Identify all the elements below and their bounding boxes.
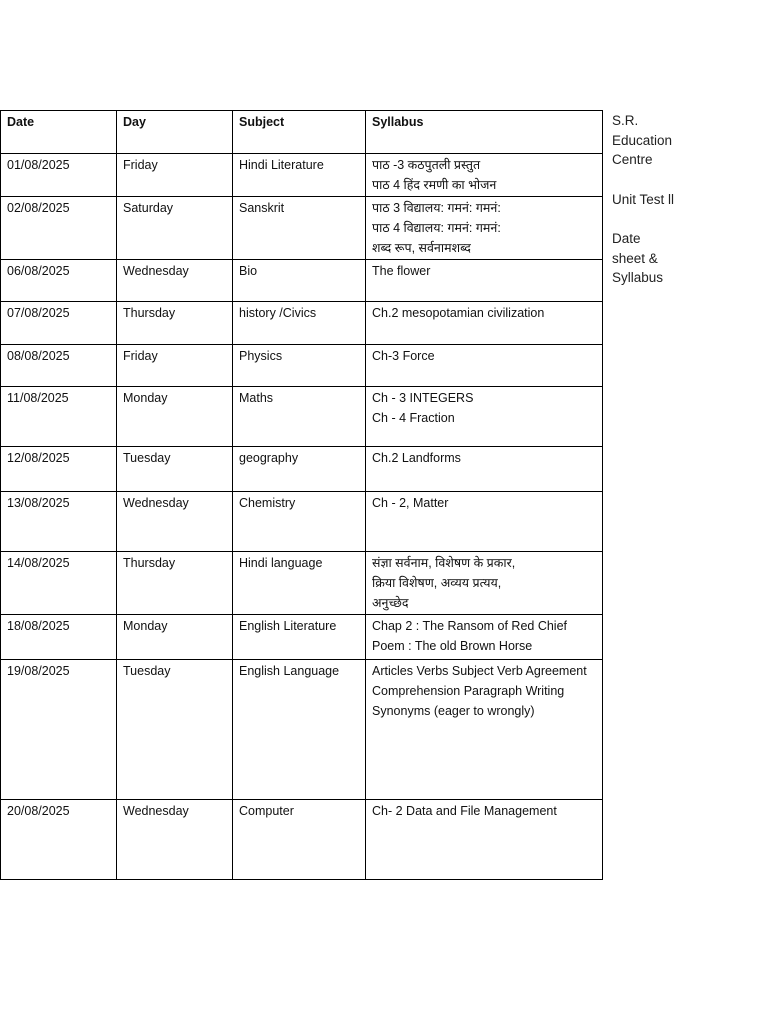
school-name-line: Education [612,132,673,148]
header-day: Day [117,111,233,154]
syllabus-cell [366,615,603,660]
syllabus-line: Synonyms (eager to wrongly) [372,704,535,718]
syllabus-cell [366,387,603,447]
side-note [612,111,712,288]
day-cell: Wednesday [117,492,233,552]
subject-cell: history /Civics [233,302,366,345]
day-cell: Thursday [117,302,233,345]
header-subject: Subject [233,111,366,154]
syllabus-line: संज्ञा सर्वनाम, विशेषण के प्रकार, [372,556,516,570]
subject-cell: Hindi Literature [233,154,366,197]
syllabus-cell [366,800,603,880]
date-cell: 11/08/2025 [1,387,117,447]
table-row [1,492,603,552]
day-cell: Tuesday [117,447,233,492]
subject-cell: Chemistry [233,492,366,552]
day-cell: Wednesday [117,800,233,880]
date-cell: 18/08/2025 [1,615,117,660]
subject-cell: English Literature [233,615,366,660]
table-row [1,154,603,197]
syllabus-line: Ch- 2 Data and File Management [372,804,557,818]
subject-cell: geography [233,447,366,492]
day-cell: Thursday [117,552,233,615]
syllabus-line: पाठ 4 हिंद रमणी का भोजन [372,178,497,192]
table-row [1,615,603,660]
day-cell: Saturday [117,197,233,260]
document-title [612,229,712,288]
syllabus-cell [366,260,603,302]
test-name: Unit Test ll [612,191,675,207]
spacer [612,209,712,229]
syllabus-line: पाठ 4 विद्यालय: गमनं: गमनं: [372,221,501,235]
syllabus-cell [366,302,603,345]
syllabus-cell [366,154,603,197]
subject-cell: English Language [233,660,366,800]
subject-cell: Hindi language [233,552,366,615]
date-cell: 06/08/2025 [1,260,117,302]
date-cell: 14/08/2025 [1,552,117,615]
date-cell: 08/08/2025 [1,345,117,387]
school-name-line: S.R. [612,113,639,128]
syllabus-line: Ch - 4 Fraction [372,411,455,425]
table-header-row [1,111,603,154]
date-cell: 07/08/2025 [1,302,117,345]
table-row [1,387,603,447]
syllabus-line: Ch.2 mesopotamian civilization [372,306,545,320]
day-cell: Monday [117,387,233,447]
syllabus-line: Articles Verbs Subject Verb Agreement [372,664,587,678]
syllabus-line: The flower [372,264,431,278]
school-name-line: Centre [612,152,653,167]
spacer [612,170,712,190]
syllabus-cell [366,492,603,552]
syllabus-cell [366,345,603,387]
table-row [1,800,603,880]
table-row [1,302,603,345]
subject-cell: Sanskrit [233,197,366,260]
syllabus-cell [366,197,603,260]
syllabus-line: क्रिया विशेषण, अव्यय प्रत्यय, [372,576,502,590]
syllabus-line: अनुच्छेद [372,596,409,610]
syllabus-cell [366,552,603,615]
date-cell: 20/08/2025 [1,800,117,880]
day-cell: Wednesday [117,260,233,302]
syllabus-line: Ch - 3 INTEGERS [372,391,474,405]
header-date: Date [1,111,117,154]
table-row [1,552,603,615]
date-cell: 19/08/2025 [1,660,117,800]
syllabus-line: Ch-3 Force [372,349,435,363]
document-title-line: Date [612,231,641,246]
header-syllabus: Syllabus [366,111,603,154]
syllabus-cell [366,447,603,492]
table-body [1,154,603,880]
document-title-line: Syllabus [612,270,664,285]
day-cell: Monday [117,615,233,660]
date-cell: 01/08/2025 [1,154,117,197]
subject-cell: Computer [233,800,366,880]
syllabus-line: Comprehension Paragraph Writing [372,684,565,698]
syllabus-line: Poem : The old Brown Horse [372,639,533,653]
date-sheet-table [0,110,603,880]
subject-cell: Physics [233,345,366,387]
subject-cell: Maths [233,387,366,447]
table-row [1,197,603,260]
table-row [1,660,603,800]
day-cell: Friday [117,345,233,387]
day-cell: Tuesday [117,660,233,800]
table-row [1,447,603,492]
document-title-line: sheet & [612,250,658,266]
syllabus-line: पाठ 3 विद्यालय: गमनं: गमनं: [372,201,501,215]
table-row [1,345,603,387]
date-cell: 12/08/2025 [1,447,117,492]
school-name [612,111,712,170]
syllabus-line: Chap 2 : The Ransom of Red Chief [372,619,568,633]
table-row [1,260,603,302]
syllabus-line: पाठ -3 कठपुतली प्रस्तुत [372,158,481,172]
syllabus-cell [366,660,603,800]
date-cell: 02/08/2025 [1,197,117,260]
subject-cell: Bio [233,260,366,302]
date-cell: 13/08/2025 [1,492,117,552]
syllabus-line: Ch.2 Landforms [372,451,461,465]
day-cell: Friday [117,154,233,197]
syllabus-line: Ch - 2, Matter [372,496,449,510]
syllabus-line: शब्द रूप, सर्वनामशब्द [372,241,471,255]
